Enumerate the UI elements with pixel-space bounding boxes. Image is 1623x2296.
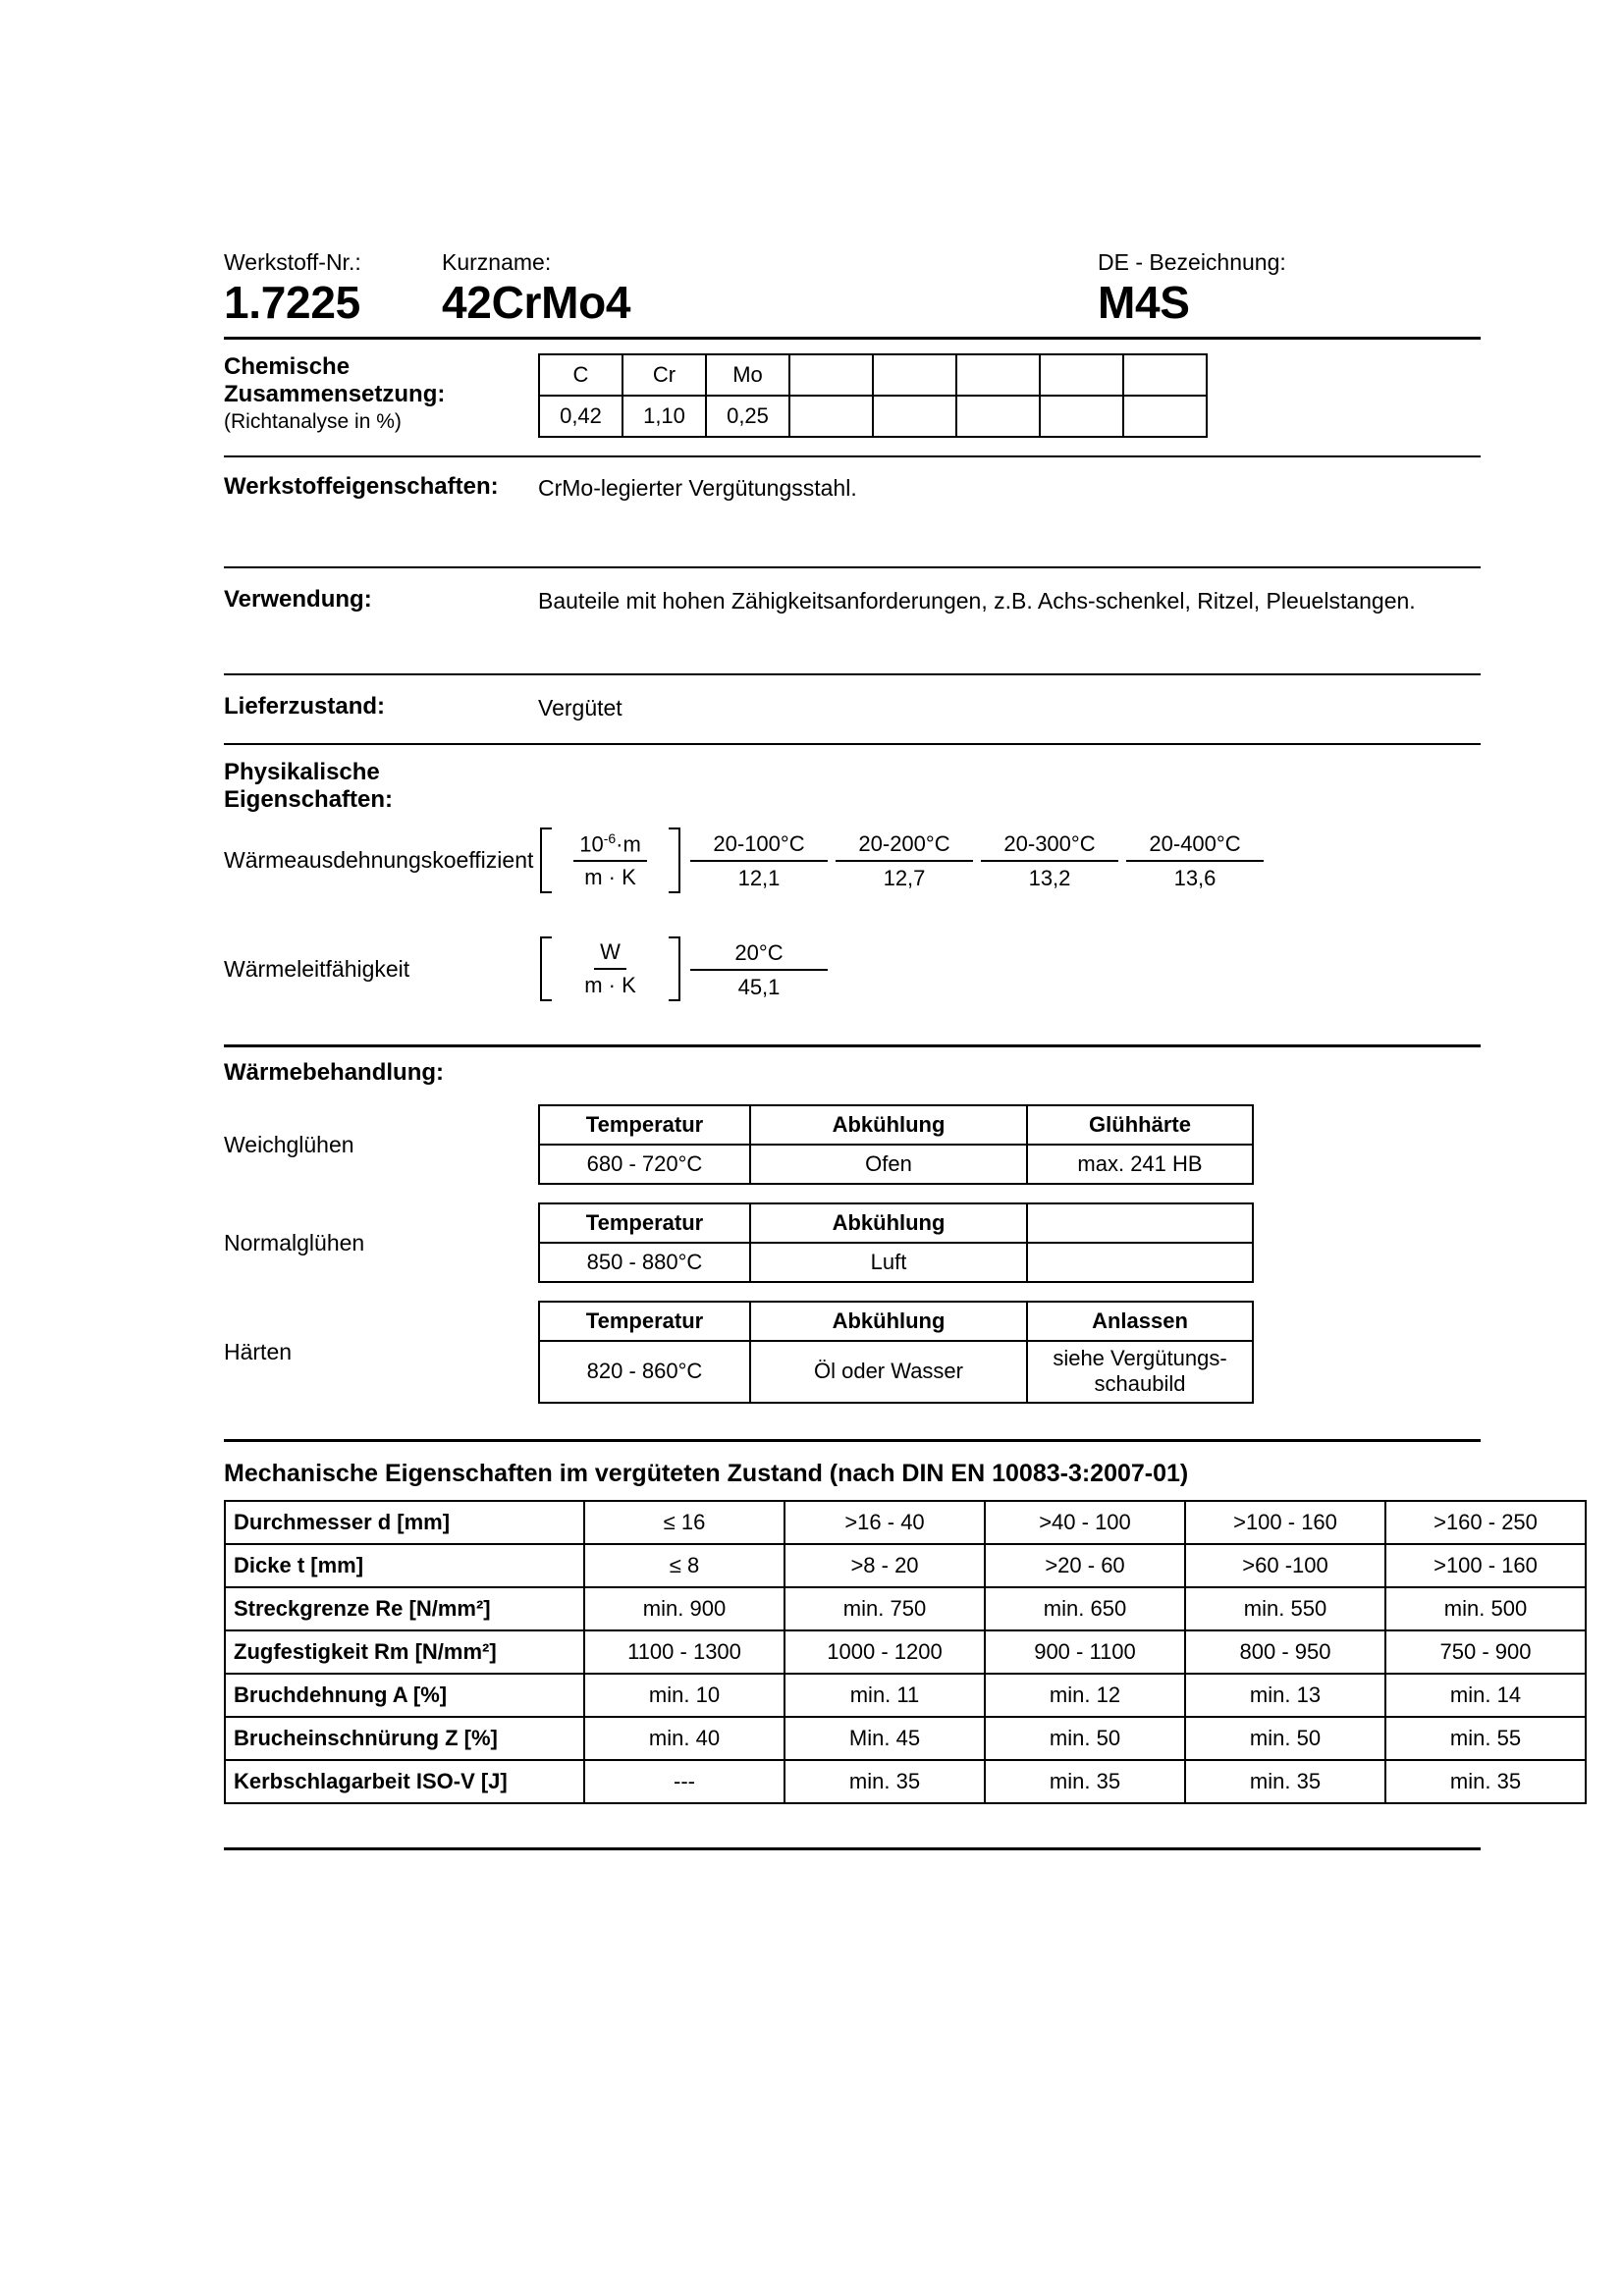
heat-treatment-weichgluehen bbox=[224, 1104, 1481, 1185]
thermal-expansion-row bbox=[224, 828, 1481, 893]
cell: min. 40 bbox=[584, 1717, 784, 1760]
cell: >100 - 160 bbox=[1185, 1501, 1385, 1544]
cell: min. 900 bbox=[584, 1587, 784, 1630]
row-label: Dicke t [mm] bbox=[225, 1544, 584, 1587]
thermal-expansion-label: Wärmeausdehnungskoeffizient bbox=[224, 846, 534, 873]
cell: min. 50 bbox=[1185, 1717, 1385, 1760]
chem-element: Cr bbox=[622, 354, 706, 396]
chem-value bbox=[1040, 396, 1123, 437]
table-row bbox=[225, 1630, 1586, 1674]
thermal-conductivity-row bbox=[224, 936, 1481, 1001]
mechanical-table bbox=[224, 1500, 1587, 1804]
temp-value: 13,6 bbox=[1173, 866, 1217, 891]
cell: >16 - 40 bbox=[784, 1501, 985, 1544]
row-label: Kerbschlagarbeit ISO-V [J] bbox=[225, 1760, 584, 1803]
cell: min. 750 bbox=[784, 1587, 985, 1630]
label-werkstoff-nr: Werkstoff-Nr.: bbox=[224, 249, 361, 275]
table-row bbox=[539, 1203, 1253, 1243]
col-gluehhaerte: Glühhärte bbox=[1027, 1105, 1253, 1145]
cell: >160 - 250 bbox=[1385, 1501, 1586, 1544]
cell: >100 - 160 bbox=[1385, 1544, 1586, 1587]
haerten-table bbox=[538, 1301, 1254, 1404]
cell: min. 12 bbox=[985, 1674, 1185, 1717]
row-label: Zugfestigkeit Rm [N/mm²] bbox=[225, 1630, 584, 1674]
table-row bbox=[225, 1587, 1586, 1630]
col-abkuehlung: Abkühlung bbox=[750, 1302, 1027, 1341]
thermal-conductivity-label: Wärmeleitfähigkeit bbox=[224, 955, 410, 982]
table-row bbox=[539, 1105, 1253, 1145]
weichgluehen-label: Weichglühen bbox=[224, 1131, 354, 1157]
table-row bbox=[225, 1501, 1586, 1544]
cell: min. 35 bbox=[784, 1760, 985, 1803]
thermal-conductivity-unit bbox=[538, 936, 682, 1001]
table-row bbox=[539, 396, 1207, 437]
val-gluehhaerte: max. 241 HB bbox=[1027, 1145, 1253, 1184]
mechanical-title: Mechanische Eigenschaften im vergüteten Zustand (nach DIN EN 10083-3:2007-01) bbox=[224, 1459, 1189, 1487]
value-kurzname: 42CrMo4 bbox=[442, 277, 631, 329]
cell: ≤ 16 bbox=[584, 1501, 784, 1544]
usage-label: Verwendung: bbox=[224, 585, 372, 613]
thermal-expansion-values bbox=[682, 828, 1264, 891]
chem-element bbox=[873, 354, 956, 396]
table-row bbox=[539, 1145, 1253, 1184]
chem-value: 0,25 bbox=[706, 396, 789, 437]
cell: min. 35 bbox=[1185, 1760, 1385, 1803]
val-temperatur: 850 - 880°C bbox=[539, 1243, 750, 1282]
chemical-subtitle: (Richtanalyse in %) bbox=[224, 409, 402, 433]
temp-range: 20-300°C bbox=[981, 828, 1118, 862]
physical-title-row bbox=[224, 759, 1481, 814]
chem-element bbox=[956, 354, 1040, 396]
table-row bbox=[539, 1341, 1253, 1403]
temp-range: 20-400°C bbox=[1126, 828, 1264, 862]
cell: 800 - 950 bbox=[1185, 1630, 1385, 1674]
cell: min. 650 bbox=[985, 1587, 1185, 1630]
section-werkstoffeigenschaften bbox=[224, 473, 1481, 504]
table-row bbox=[539, 354, 1207, 396]
cell: min. 550 bbox=[1185, 1587, 1385, 1630]
properties-text: CrMo-legierter Vergütungsstahl. bbox=[538, 474, 857, 501]
table-row bbox=[225, 1717, 1586, 1760]
weichgluehen-table bbox=[538, 1104, 1254, 1185]
chemical-title: Chemische Zusammensetzung: bbox=[224, 352, 446, 407]
header-values bbox=[224, 277, 1481, 329]
cell: 900 - 1100 bbox=[985, 1630, 1185, 1674]
cell: min. 10 bbox=[584, 1674, 784, 1717]
cell: >20 - 60 bbox=[985, 1544, 1185, 1587]
temp-column bbox=[690, 828, 828, 891]
temp-value: 45,1 bbox=[737, 975, 781, 1000]
val-temperatur: 820 - 860°C bbox=[539, 1341, 750, 1403]
chem-value bbox=[956, 396, 1040, 437]
haerten-label: Härten bbox=[224, 1338, 293, 1364]
row-label: Durchmesser d [mm] bbox=[225, 1501, 584, 1544]
cell: >40 - 100 bbox=[985, 1501, 1185, 1544]
heat-treatment-title: Wärmebehandlung: bbox=[224, 1059, 445, 1087]
value-werkstoff-nr: 1.7225 bbox=[224, 277, 360, 329]
temp-value: 12,7 bbox=[883, 866, 926, 891]
cell: ≤ 8 bbox=[584, 1544, 784, 1587]
cell: min. 13 bbox=[1185, 1674, 1385, 1717]
section-chemical-composition bbox=[224, 340, 1481, 438]
cell: min. 35 bbox=[985, 1760, 1185, 1803]
normalgluehen-table bbox=[538, 1202, 1254, 1283]
table-row bbox=[225, 1544, 1586, 1587]
properties-label: Werkstoffeigenschaften: bbox=[224, 472, 499, 500]
thermal-conductivity-unit-denominator: m · K bbox=[584, 973, 636, 998]
chem-element: C bbox=[539, 354, 622, 396]
cell: min. 50 bbox=[985, 1717, 1185, 1760]
temp-column bbox=[836, 828, 973, 891]
heat-treatment-title-row bbox=[224, 1059, 1481, 1087]
cell: min. 14 bbox=[1385, 1674, 1586, 1717]
physical-title: Physikalische Eigenschaften: bbox=[224, 758, 394, 813]
row-label: Streckgrenze Re [N/mm²] bbox=[225, 1587, 584, 1630]
cell: min. 11 bbox=[784, 1674, 985, 1717]
col-abkuehlung: Abkühlung bbox=[750, 1105, 1027, 1145]
temp-range: 20-200°C bbox=[836, 828, 973, 862]
table-row bbox=[539, 1243, 1253, 1282]
value-de-bezeichnung: M4S bbox=[1098, 277, 1190, 329]
cell: min. 35 bbox=[1385, 1760, 1586, 1803]
temp-value: 12,1 bbox=[737, 866, 781, 891]
chem-element bbox=[1040, 354, 1123, 396]
chem-value: 0,42 bbox=[539, 396, 622, 437]
label-kurzname: Kurzname: bbox=[442, 249, 552, 275]
row-label: Bruchdehnung A [%] bbox=[225, 1674, 584, 1717]
section-lieferzustand bbox=[224, 693, 1481, 723]
val-abkuehlung: Luft bbox=[750, 1243, 1027, 1282]
col-temperatur: Temperatur bbox=[539, 1105, 750, 1145]
thermal-expansion-unit bbox=[538, 828, 682, 893]
val-abkuehlung: Ofen bbox=[750, 1145, 1027, 1184]
thermal-conductivity-values bbox=[682, 937, 828, 1000]
val-abkuehlung: Öl oder Wasser bbox=[750, 1341, 1027, 1403]
cell: min. 55 bbox=[1385, 1717, 1586, 1760]
usage-text: Bauteile mit hohen Zähigkeitsanforderungen, z.B. Achs-schenkel, Ritzel, Pleuelstangen. bbox=[538, 587, 1416, 614]
temp-column bbox=[690, 937, 828, 1000]
cell: Min. 45 bbox=[784, 1717, 985, 1760]
temp-range: 20-100°C bbox=[690, 828, 828, 862]
cell: 750 - 900 bbox=[1385, 1630, 1586, 1674]
delivery-text: Vergütet bbox=[538, 694, 622, 721]
chem-element: Mo bbox=[706, 354, 789, 396]
section-verwendung bbox=[224, 586, 1481, 616]
chemical-table bbox=[538, 353, 1208, 438]
table-row bbox=[225, 1760, 1586, 1803]
temp-column bbox=[981, 828, 1118, 891]
val-temperatur: 680 - 720°C bbox=[539, 1145, 750, 1184]
cell: min. 500 bbox=[1385, 1587, 1586, 1630]
normalgluehen-label: Normalglühen bbox=[224, 1229, 365, 1255]
chem-element bbox=[1123, 354, 1207, 396]
label-de-bezeichnung: DE - Bezeichnung: bbox=[1098, 249, 1286, 275]
col-empty bbox=[1027, 1203, 1253, 1243]
datasheet-content bbox=[224, 249, 1538, 1850]
chem-value bbox=[873, 396, 956, 437]
col-anlassen: Anlassen bbox=[1027, 1302, 1253, 1341]
col-temperatur: Temperatur bbox=[539, 1302, 750, 1341]
chem-value bbox=[789, 396, 873, 437]
heat-treatment-haerten bbox=[224, 1301, 1481, 1404]
val-anlassen: siehe Vergütungs-schaubild bbox=[1027, 1341, 1253, 1403]
cell: 1000 - 1200 bbox=[784, 1630, 985, 1674]
col-abkuehlung: Abkühlung bbox=[750, 1203, 1027, 1243]
thermal-expansion-unit-numerator: $10^{-6}\cdot m$ bbox=[573, 828, 647, 862]
cell: 1100 - 1300 bbox=[584, 1630, 784, 1674]
chemical-labels bbox=[224, 353, 538, 434]
chem-value: 1,10 bbox=[622, 396, 706, 437]
temp-column bbox=[1126, 828, 1264, 891]
delivery-label: Lieferzustand: bbox=[224, 692, 386, 720]
thermal-expansion-unit-denominator: m · K bbox=[584, 865, 636, 890]
val-empty bbox=[1027, 1243, 1253, 1282]
header-labels bbox=[224, 250, 1481, 275]
cell: >60 -100 bbox=[1185, 1544, 1385, 1587]
chem-element bbox=[789, 354, 873, 396]
cell: >8 - 20 bbox=[784, 1544, 985, 1587]
table-row bbox=[225, 1674, 1586, 1717]
cell: --- bbox=[584, 1760, 784, 1803]
temp-value: 13,2 bbox=[1028, 866, 1071, 891]
temp-range: 20°C bbox=[690, 937, 828, 971]
chem-value bbox=[1123, 396, 1207, 437]
thermal-conductivity-unit-numerator: W bbox=[594, 936, 626, 970]
heat-treatment-normalgluehen bbox=[224, 1202, 1481, 1283]
row-label: Brucheinschnürung Z [%] bbox=[225, 1717, 584, 1760]
divider-footer bbox=[224, 1847, 1481, 1850]
col-temperatur: Temperatur bbox=[539, 1203, 750, 1243]
table-row bbox=[539, 1302, 1253, 1341]
